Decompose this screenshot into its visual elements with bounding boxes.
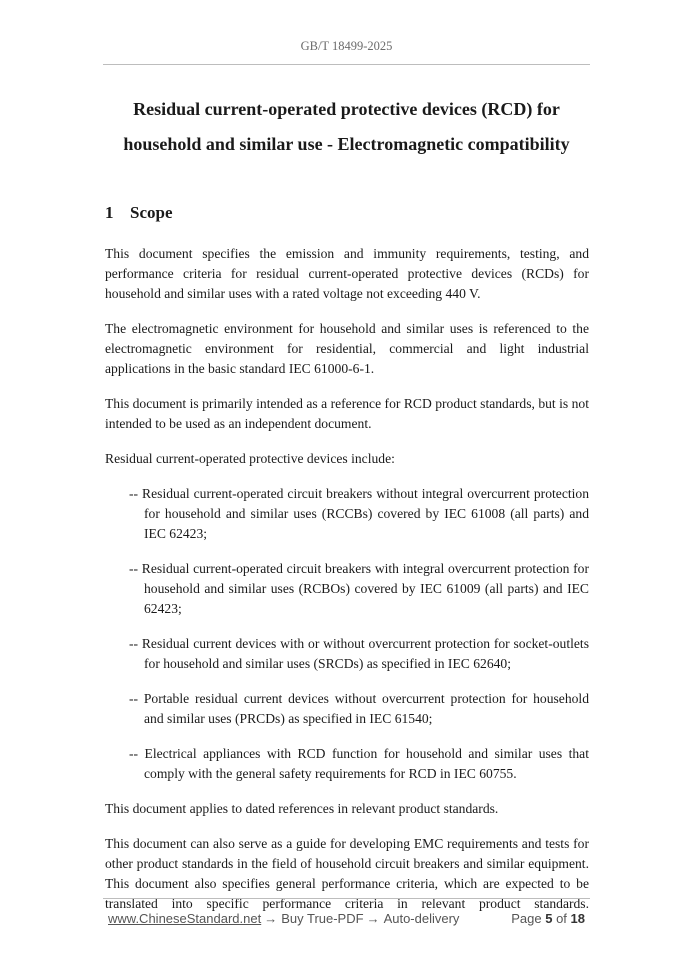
list-item: -- Residual current-operated circuit breakers without integral overcurrent protection for household and similar uses (RCCBs) covered by IEC 61008 (all parts) and IEC 62423; bbox=[129, 486, 589, 541]
title-line-1: Residual current-operated protective devices (RCD) for bbox=[133, 99, 560, 119]
arrow-right-icon: → bbox=[264, 911, 278, 926]
paragraph: This document can also serve as a guide for developing EMC requirements and tests for other product standards in the field of household circuit breakers and similar equipment. This document also specifies general performance criteria, which are expected to be translated into specific performance criteria in relevant product standards. bbox=[105, 836, 589, 911]
page-indicator bbox=[511, 911, 585, 926]
of-word: of bbox=[556, 911, 567, 926]
paragraph: This document applies to dated references in relevant product standards. bbox=[105, 801, 499, 816]
page-word: Page bbox=[511, 911, 542, 926]
current-page-number: 5 bbox=[545, 911, 553, 926]
arrow-right-icon: → bbox=[366, 911, 380, 926]
list-item: -- Residual current-operated circuit breakers with integral overcurrent protection for household and similar uses (RCBOs) covered by IEC 61009 (all parts) and IEC 62423; bbox=[129, 561, 589, 616]
list-item: -- Portable residual current devices without overcurrent protection for household and similar uses (PRCDs) as specified in IEC 61540; bbox=[129, 691, 589, 726]
scope-content bbox=[105, 244, 589, 929]
title-line-2: household and similar use - Electromagnetic compatibility bbox=[123, 134, 570, 154]
header-divider bbox=[103, 64, 590, 65]
paragraph: This document specifies the emission and immunity requirements, testing, and performance criteria for residual current-operated protective devices (RCDs) for household and similar uses with a rated voltage not exceeding 440 V. bbox=[105, 246, 589, 301]
buy-true-pdf-label: Buy True-PDF bbox=[281, 911, 364, 926]
auto-delivery-label: Auto-delivery bbox=[383, 911, 460, 926]
paragraph: This document is primarily intended as a reference for RCD product standards, but is not intended to be used as an independent document. bbox=[105, 396, 589, 431]
list-item: -- Electrical appliances with RCD function for household and similar uses that comply with the general safety requirements for RCD in IEC 60755. bbox=[129, 746, 589, 781]
footer-divider bbox=[103, 898, 590, 899]
section-heading bbox=[105, 203, 173, 223]
section-number: 1 bbox=[105, 203, 114, 222]
site-link[interactable]: www.ChineseStandard.net bbox=[108, 911, 262, 926]
section-title: Scope bbox=[130, 203, 173, 222]
document-title bbox=[100, 92, 593, 162]
document-code-header: GB/T 18499-2025 bbox=[300, 39, 393, 53]
total-page-count: 18 bbox=[570, 911, 585, 926]
paragraph: The electromagnetic environment for household and similar uses is referenced to the electromagnetic environment for residential, commercial and light industrial applications in the basic standard IEC 61000-6-1. bbox=[105, 321, 589, 376]
footer-links bbox=[108, 911, 459, 926]
paragraph: Residual current-operated protective devices include: bbox=[105, 451, 395, 466]
list-item: -- Residual current devices with or without overcurrent protection for socket-outlets for household and similar uses (SRCDs) as specified in IEC 62640; bbox=[129, 636, 589, 671]
